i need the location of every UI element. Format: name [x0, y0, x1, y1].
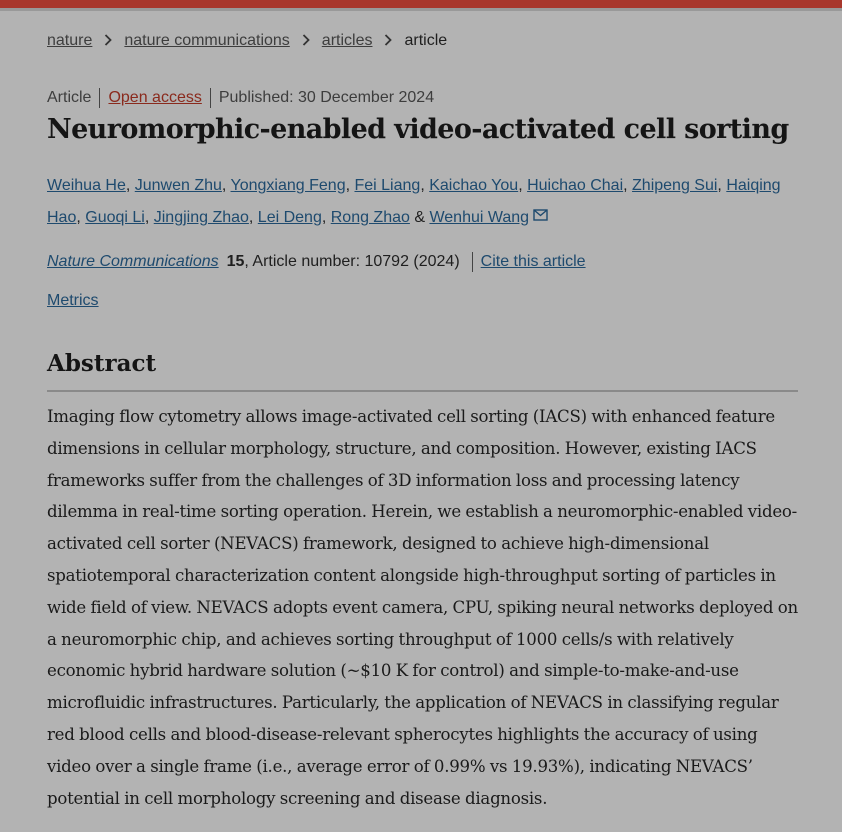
author-separator: ,	[248, 209, 258, 226]
site-top-bar	[0, 0, 842, 8]
journal-link[interactable]: Nature Communications	[47, 253, 219, 270]
breadcrumb-link-nature[interactable]: nature	[47, 32, 93, 49]
author-link[interactable]: Fei Liang	[354, 177, 421, 194]
author-separator: ,	[125, 177, 135, 194]
abstract-divider	[47, 390, 798, 392]
author-link[interactable]: Kaichao You	[429, 177, 519, 194]
author-link[interactable]: Guoqi Li	[85, 209, 145, 226]
citation-divider	[472, 252, 473, 272]
author-link[interactable]: Junwen Zhu	[134, 177, 222, 194]
metrics-link[interactable]: Metrics	[47, 292, 99, 309]
author-link[interactable]: Zhipeng Sui	[632, 177, 718, 194]
breadcrumb-link-articles[interactable]: articles	[321, 32, 373, 49]
author-last-separator: &	[409, 209, 430, 226]
meta-divider	[99, 88, 100, 108]
cite-this-article-link[interactable]: Cite this article	[480, 253, 586, 270]
author-link[interactable]: Wenhui Wang	[429, 209, 530, 226]
author-link[interactable]: Jingjing Zhao	[153, 209, 249, 226]
author-link[interactable]: Haiqing Hao	[47, 177, 781, 226]
meta-divider	[210, 88, 211, 108]
article-number: , Article number: 10792 (2024)	[244, 253, 460, 270]
author-separator: ,	[518, 177, 528, 194]
author-separator: ,	[345, 177, 355, 194]
author-separator: ,	[76, 209, 86, 226]
article-meta	[47, 88, 434, 108]
author-link[interactable]: Weihua He	[47, 177, 126, 194]
author-separator: ,	[420, 177, 430, 194]
article-title: Neuromorphic-enabled video-activated cell sorting	[47, 114, 789, 145]
open-access-link[interactable]: Open access	[108, 89, 202, 106]
breadcrumb-link-nature-communications[interactable]: nature communications	[124, 32, 290, 49]
breadcrumb-current: article	[404, 32, 448, 49]
journal-volume: 15	[226, 253, 245, 270]
chevron-right-icon	[299, 33, 313, 49]
abstract-text: Imaging flow cytometry allows image-activated cell sorting (IACS) with enhanced feature dimensions in cellular morphology, structure, and composition. However, existing IACS frameworks suffer from the challenges of 3D information loss and processing latency dilemma in real-time sorting operation. Herein, we establish a neuromorphic-enabled video-activated cell sorter (NEVACS) framework, designed to achieve high-dimensional spatiotemporal characterization content alongside high-throughput sorting of particles in wide field of view. NEVACS adopts event camera, CPU, spiking neural networks deployed on a neuromorphic chip, and achieves sorting throughput of 1000 cells/s with relatively economic hybrid hardware solution (~$10 K for control) and simple-to-make-and-use microfluidic infrastructures. Particularly, the application of NEVACS in classifying regular red blood cells and blood-disease-relevant spherocytes highlights the accuracy of using video over a single frame (i.e., average error of 0.99% vs 19.93%), indicating NEVACS’ potential in cell morphology screening and disease diagnosis.	[47, 407, 798, 808]
published-date: Published: 30 December 2024	[218, 89, 435, 106]
mail-icon[interactable]	[533, 201, 548, 232]
author-link[interactable]: Yongxiang Feng	[230, 177, 346, 194]
breadcrumb	[47, 32, 447, 50]
author-link[interactable]: Rong Zhao	[330, 209, 410, 226]
author-separator: ,	[321, 209, 331, 226]
chevron-right-icon	[381, 33, 395, 49]
author-separator: ,	[623, 177, 633, 194]
abstract-heading: Abstract	[47, 350, 157, 377]
top-bar-divider	[0, 8, 842, 11]
author-separator: ,	[221, 177, 231, 194]
author-separator: ,	[717, 177, 727, 194]
author-separator: ,	[144, 209, 154, 226]
chevron-right-icon	[101, 33, 115, 49]
author-link[interactable]: Lei Deng	[257, 209, 322, 226]
author-list	[47, 170, 807, 233]
author-link[interactable]: Huichao Chai	[527, 177, 624, 194]
article-type: Article	[47, 89, 92, 106]
citation-line	[47, 252, 586, 272]
